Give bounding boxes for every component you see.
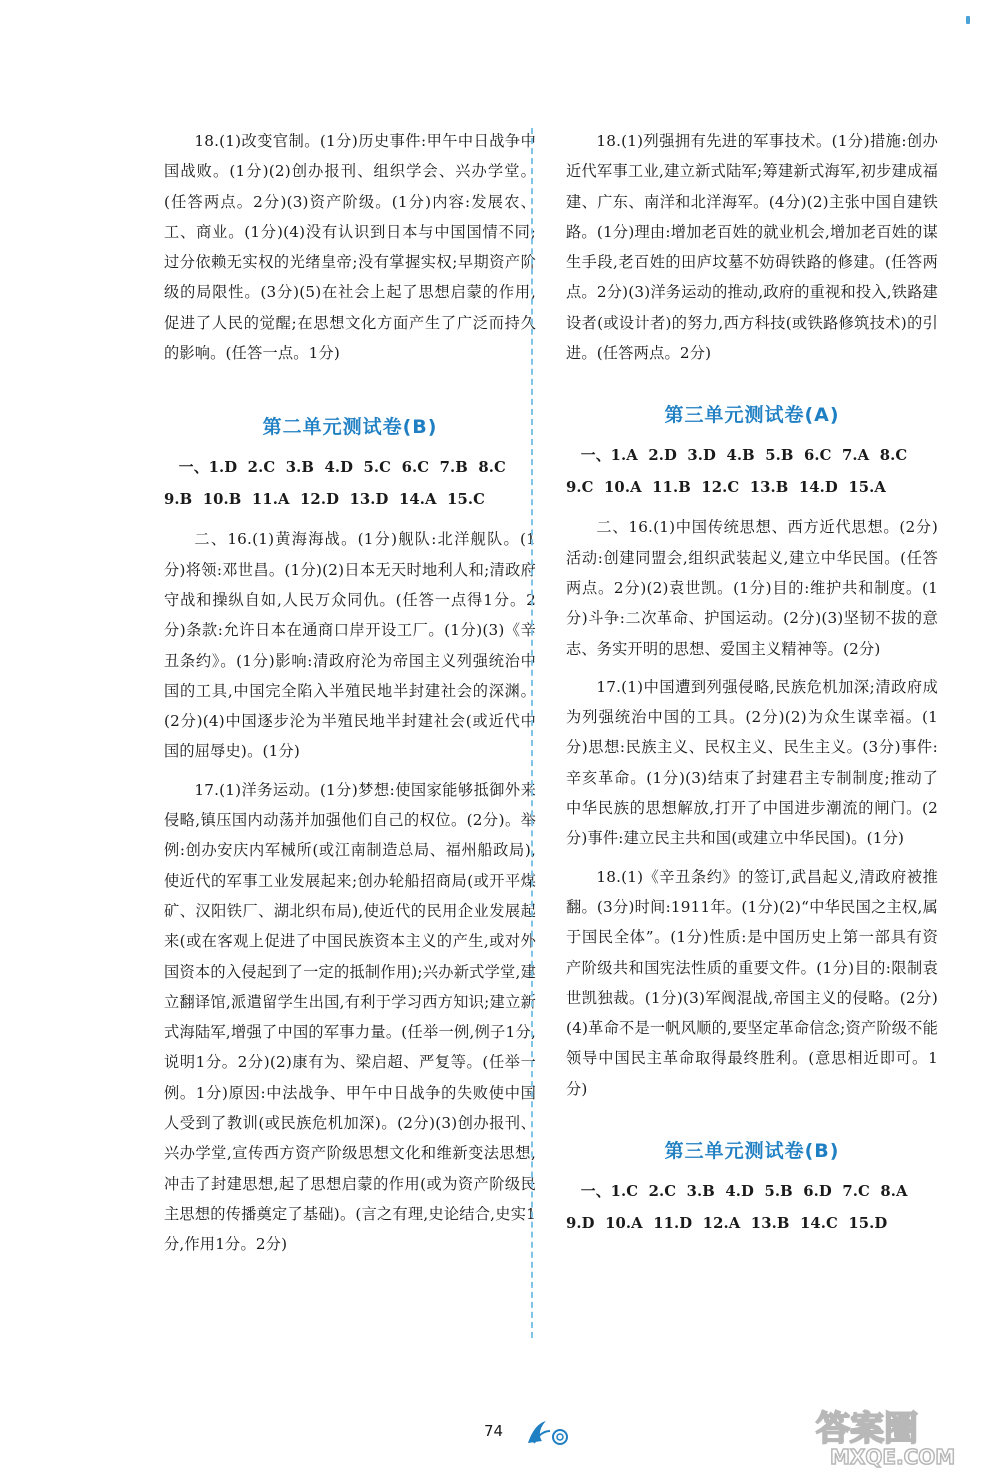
mc-a-answers-line1: 一、1.A 2.D 3.D 4.B 5.B 6.C 7.A 8.C bbox=[580, 447, 908, 465]
column-divider bbox=[531, 128, 533, 1338]
mc-b-answers-line1: 一、1.C 2.C 3.B 4.D 5.B 6.D 7.C 8.A bbox=[580, 1183, 908, 1201]
answer-q17-unit3a: 17.(1)中国遭到列强侵略,民族危机加深;清政府成为列强统治中国的工具。(2分)(2)为众生谋幸福。(1分)思想:民族主义、民权主义、民生主义。(3分)事件:辛亥革命。(1分)(3)结束了封建君主专制制度;推动了中华民族的思想解放,打开了中国进步潮流的闸门。(2分)事件:建立民主共和国(或建立中华民国)。(1分) bbox=[566, 677, 938, 848]
answer-q18-unit3a: 18.(1)《辛丑条约》的签订,武昌起义,清政府被推翻。(3分)时间:1911年。(1分)(2)“中华民国之主权,属于国民全体”。(1分)性质:是中国历史上第一部具有资产阶级共和国宪法性质的重要文件。(1分)目的:限制袁世凯独裁。(1分)(3)军阀混战,帝国主义的侵略。(2分)(4)革命不是一帆风顺的,要坚定革命信念;资产阶级不能领导中国民主革命取得最终胜利。(意思相近即可。1分) bbox=[566, 867, 938, 1098]
svg-text:MXQE.COM: MXQE.COM bbox=[830, 1445, 956, 1469]
answer-q16-unit2b: 二、16.(1)黄海海战。(1分)舰队:北洋舰队。(1分)将领:邓世昌。(1分)(2)日本无天时地利人和;清政府守战和操纵自如,人民万众同仇。(任答一点得1分。2分)条款:允许日本在通商口岸开设工厂。(1分)(3)《辛丑条约》。(1分)影响:清政府沦为帝国主义列强统治中国的工具,中国完全陷入半殖民地半封建社会的深渊。(2分)(4)中国逐步沦为半殖民地半封建社会(或近代中国的屈辱史)。(1分) bbox=[164, 530, 536, 761]
answer-q16-unit3a: 二、16.(1)中国传统思想、西方近代思想。(2分)活动:创建同盟会,组织武装起义,建立中华民国。(任答两点。2分)(2)袁世凯。(1分)目的:维护共和制度。(1分)斗争:二次革命、护国运动。(2分)(3)坚韧不拔的意志、务实开明的思想、爱国主义精神等。(2分) bbox=[566, 518, 938, 658]
answer-q18-unit2b: 18.(1)列强拥有先进的军事技术。(1分)措施:创办近代军事工业,建立新式陆军;筹建新式海军,初步建成福建、广东、南洋和北洋海军。(4分)(2)主张中国自建铁路。(1分)理由:增加老百姓的就业机会,增加老百姓的谋生手段,老百姓的田庐坟墓不妨碍铁路的修建。(任答两点。2分)(3)洋务运动的推动,政府的重视和投入,铁路建设者(或设计者)的努力,西方科技(或铁路修筑技术)的引进。(任答两点。2分) bbox=[566, 132, 938, 363]
corner-mark bbox=[966, 16, 970, 24]
section-title-unit3b: 第三单元测试卷(B) bbox=[664, 1140, 840, 1163]
mc-a-answers-line2: 9.C 10.A 11.B 12.C 13.B 14.D 15.A bbox=[566, 479, 886, 497]
watermark-logo bbox=[808, 1400, 990, 1470]
swirl-ornament-icon bbox=[524, 1413, 574, 1447]
section-title-unit3a: 第三单元测试卷(A) bbox=[664, 404, 840, 427]
section-title-unit2b: 第二单元测试卷(B) bbox=[262, 416, 438, 439]
mc-answers-line2: 9.B 10.B 11.A 12.D 13.D 14.A 15.C bbox=[164, 491, 486, 509]
left-column bbox=[164, 126, 536, 1260]
mc-b-answers-line2: 9.D 10.A 11.D 12.A 13.B 14.C 15.D bbox=[566, 1215, 888, 1233]
page-number: 74 bbox=[484, 1422, 504, 1440]
right-column bbox=[566, 126, 938, 1240]
answer-q17-unit2b: 17.(1)洋务运动。(1分)梦想:使国家能够抵御外来侵略,镇压国内动荡并加强他们自己的权位。(2分)。举例:创办安庆内军械所(或江南制造总局、福州船政局),使近代的军事工业发展起来;创办轮船招商局(或开平煤矿、汉阳铁厂、湖北织布局),使近代的民用企业发展起来(或在客观上促进了中国民族资本主义的产生,或对外国资本的入侵起到了一定的抵制作用);兴办新式学堂,建立翻译馆,派遣留学生出国,有利于学习西方知识;建立新式海陆军,增强了中国的军事力量。(任举一例,例子1分,说明1分。2分)(2)康有为、梁启超、严复等。(任举一例。1分)原因:中法战争、甲午中日战争的失败使中国人受到了教训(或民族危机加深)。(2分)(3)创办报刊、兴办学堂,宣传西方资产阶级思想文化和维新变法思想,冲击了封建思想,起了思想启蒙的作用(或为资产阶级民主思想的传播奠定了基础)。(言之有理,史论结合,史实1分,作用1分。2分) bbox=[164, 780, 536, 1254]
answer-q18-unit2a: 18.(1)改变官制。(1分)历史事件:甲午中日战争中国战败。(1分)(2)创办报刊、组织学会、兴办学堂。(任答两点。2分)(3)资产阶级。(1分)内容:发展农、工、商业。(1分)(4)没有认识到日本与中国国情不同;过分依赖无实权的光绪皇帝;没有掌握实权;早期资产阶级的局限性。(3分)(5)在社会上起了思想启蒙的作用,促进了人民的觉醒;在思想文化方面产生了广泛而持久的影响。(任答一点。1分) bbox=[164, 132, 536, 363]
mc-answers-line1: 一、1.D 2.C 3.B 4.D 5.C 6.C 7.B 8.C bbox=[178, 459, 506, 477]
svg-text:答案圈: 答案圈 bbox=[816, 1409, 918, 1449]
